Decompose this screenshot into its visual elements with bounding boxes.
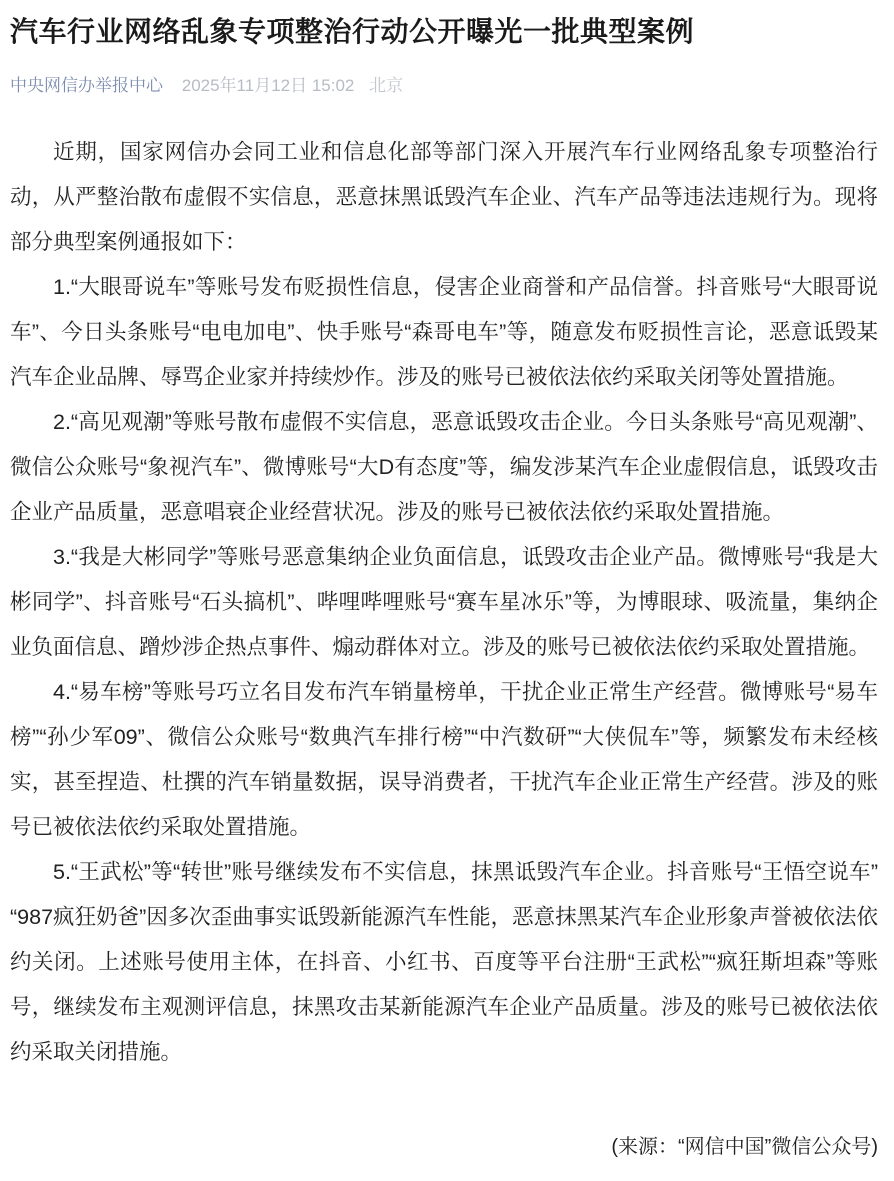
byline-location: 北京 xyxy=(369,76,404,95)
paragraph-case-3: 3.“我是大彬同学”等账号恶意集纳企业负面信息，诋毁攻击企业产品。微博账号“我是大彬同学”、抖音账号“石头搞机”、哔哩哔哩账号“赛车星冰乐”等，为博眼球、吸流量，集纳企业负面信息、蹭炒涉企热点事件、煽动群体对立。涉及的账号已被依法依约采取处置措施。 xyxy=(10,545,878,659)
byline xyxy=(10,74,878,98)
paragraph-case-5: 5.“王武松”等“转世”账号继续发布不实信息，抹黑诋毁汽车企业。抖音账号“王悟空说车”“987疯狂奶爸”因多次歪曲事实诋毁新能源汽车性能，恶意抹黑某汽车企业形象声誉被依法依约关闭。上述账号使用主体，在抖音、小红书、百度等平台注册“王武松”“疯狂斯坦森”等账号，继续发布主观测评信息，抹黑攻击某新能源汽车企业产品质量。涉及的账号已被依法依约采取关闭措施。 xyxy=(10,860,878,1064)
article-body xyxy=(10,130,878,1075)
paragraph-case-1: 1.“大眼哥说车”等账号发布贬损性信息，侵害企业商誉和产品信誉。抖音账号“大眼哥说车”、今日头条账号“电电加电”、快手账号“森哥电车”等，随意发布贬损性言论，恶意诋毁某汽车企业品牌、辱骂企业家并持续炒作。涉及的账号已被依法依约采取关闭等处置措施。 xyxy=(10,275,878,389)
byline-source-link[interactable]: 中央网信办举报中心 xyxy=(10,76,163,95)
article-title: 汽车行业网络乱象专项整治行动公开曝光一批典型案例 xyxy=(10,16,695,47)
source-note: (来源：“网信中国”微信公众号) xyxy=(611,1136,878,1158)
paragraph-case-4: 4.“易车榜”等账号巧立名目发布汽车销量榜单，干扰企业正常生产经营。微博账号“易车榜”“孙少军09”、微信公众账号“数典汽车排行榜”“中汽数研”“大侠侃车”等，频繁发布未经核实，甚至捏造、杜撰的汽车销量数据，误导消费者，干扰汽车企业正常生产经营。涉及的账号已被依法依约采取处置措施。 xyxy=(10,680,878,839)
byline-datetime: 2025年11月12日 15:02 xyxy=(181,76,355,95)
paragraph-intro: 近期，国家网信办会同工业和信息化部等部门深入开展汽车行业网络乱象专项整治行动，从严整治散布虚假不实信息，恶意抹黑诋毁汽车企业、汽车产品等违法违规行为。现将部分典型案例通报如下： xyxy=(10,140,878,254)
paragraph-case-2: 2.“高见观潮”等账号散布虚假不实信息，恶意诋毁攻击企业。今日头条账号“高见观潮”、微信公众账号“象视汽车”、微博账号“大D有态度”等，编发涉某汽车企业虚假信息，诋毁攻击企业产品质量，恶意唱衰企业经营状况。涉及的账号已被依法依约采取处置措施。 xyxy=(10,410,878,524)
